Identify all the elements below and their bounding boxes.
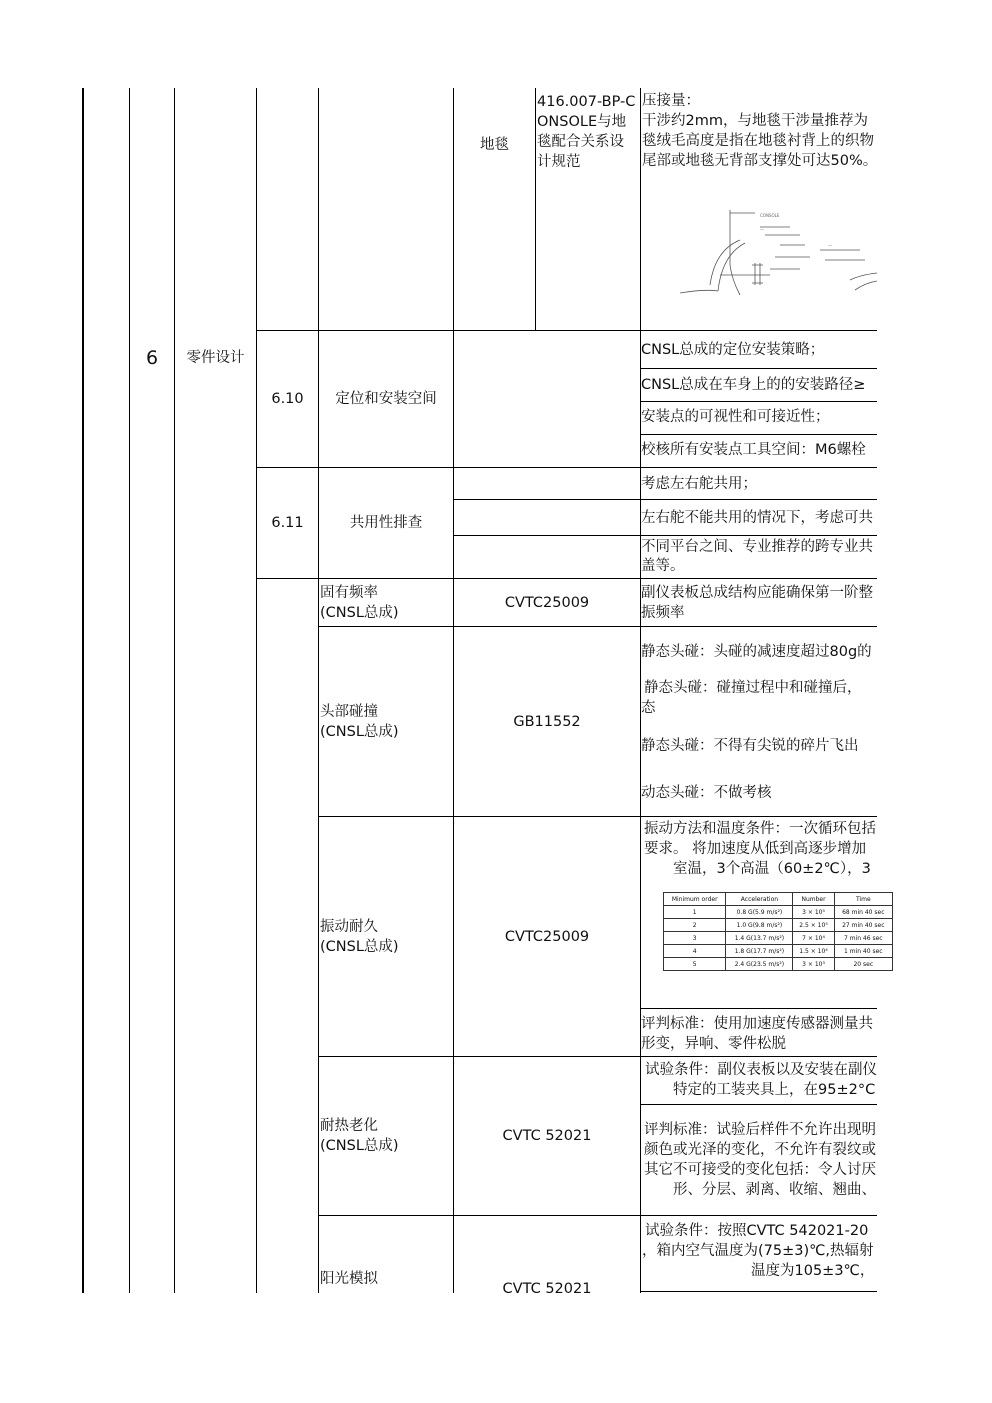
test-standard: CVTC25009 (504, 595, 590, 611)
req-text-carpet (642, 92, 877, 172)
test-eval (641, 1105, 877, 1215)
vib-table-row (664, 958, 893, 971)
row-number-6-11: 6.11 (271, 515, 304, 531)
section-number: 6 (145, 347, 159, 369)
col-line (129, 88, 130, 1293)
test-standard: CVTC25009 (504, 929, 590, 945)
vib-cell: 1 min 40 sec (834, 945, 892, 958)
carpet-drawing-svg (660, 205, 877, 305)
vib-table-row (664, 919, 893, 932)
test-name: (CNSL总成) (320, 1138, 399, 1154)
vib-cell: 2.5 × 10⁵ (793, 919, 834, 932)
vib-cell: 1 (664, 906, 726, 919)
req-line: 副仪表板总成结构应能确保第一阶整 (641, 585, 873, 601)
req-line: 态 (641, 700, 656, 716)
test-req (641, 627, 877, 816)
drawing-label: CONSOLE (760, 213, 780, 218)
test-name: 耐热老化 (320, 1118, 378, 1134)
eval-line: 其它不可接受的变化包括：令人讨厌 (644, 1162, 876, 1178)
test-req (641, 817, 885, 1007)
section-title: 零件设计 (186, 350, 245, 366)
test-row-sun (319, 1216, 877, 1297)
vib-cell: 3 (664, 932, 726, 945)
cond-line: 特定的工装夹具上，在95±2°C (673, 1082, 876, 1098)
col-line (453, 88, 454, 1293)
req-line: 静态头碰：头碰的减速度超过80g的 (641, 644, 872, 660)
test-name: (CNSL总成) (320, 939, 399, 955)
test-eval (641, 1009, 877, 1056)
test-name: 振动耐久 (320, 919, 378, 935)
req-list-6-10 (641, 331, 877, 467)
vib-cell: 2 (664, 919, 726, 932)
test-name: (CNSL总成) (320, 605, 399, 621)
req-line: 左右舵不能共用的情况下，考虑可共 (641, 510, 873, 526)
req-line: 压接量： (642, 93, 700, 109)
eval-line: 形、分层、剥离、收缩、翘曲、 (673, 1182, 876, 1198)
test-standard: CVTC 52021 (502, 1128, 592, 1144)
vib-table-row (664, 932, 893, 945)
eval-line: 评判标准：试验后样件不允许出现明 (644, 1122, 876, 1138)
req-line: CNSL总成在车身上的的安装路径≥ (641, 377, 866, 393)
vib-cell: 3 × 10³ (793, 958, 834, 971)
test-standard: GB11552 (513, 714, 581, 730)
row-title-6-10: 定位和安装空间 (335, 391, 437, 407)
req-line: 不同平台之间、专业推荐的跨专业共 (641, 539, 873, 555)
col-line (174, 88, 175, 1293)
vib-table-row (664, 945, 893, 958)
vib-table-header (664, 893, 893, 906)
vib-cell: 27 min 40 sec (834, 919, 892, 932)
vib-cell: 5 (664, 958, 726, 971)
vib-cell: 0.8 G(5.9 m/s²) (726, 906, 793, 919)
vib-header-cell: Acceleration (726, 893, 793, 906)
req-line: 静态头碰：不得有尖锐的碎片飞出 (641, 738, 859, 754)
req-line: 振频率 (641, 605, 685, 621)
cond-line: 温度为105±3℃， (751, 1263, 875, 1279)
req-line: 毯绒毛高度是指在地毯衬背上的织物 (642, 133, 874, 149)
vib-header-cell: Minimum order (664, 893, 726, 906)
vib-cell: 1.0 G(9.8 m/s²) (726, 919, 793, 932)
col-line (318, 88, 319, 1293)
eval-line: 评判标准：使用加速度传感器测量共 (641, 1016, 873, 1032)
req-line: 要求。 将加速度从低到高逐步增加 (644, 841, 867, 857)
vibration-table (663, 892, 893, 971)
cond-line: 试验条件：按照CVTC 542021-20 (645, 1223, 869, 1239)
vib-cell: 68 min 40 sec (834, 906, 892, 919)
vib-cell: 20 sec (834, 958, 892, 971)
req-line: 干涉约2mm，与地毯干涉量推荐为 (642, 113, 868, 129)
vib-table-row (664, 906, 893, 919)
row-line (256, 578, 877, 579)
req-line: 安装点的可视性和可接近性； (641, 409, 830, 425)
test-condition (641, 1057, 877, 1104)
req-line: 盖等。 (641, 558, 685, 574)
req-line: 室温，3个高温（60±2℃），3 (673, 861, 871, 877)
row-title-6-11: 共用性排查 (349, 515, 423, 531)
vib-header-cell: Number (793, 893, 834, 906)
vib-cell: 2.4 G(23.5 m/s²) (726, 958, 793, 971)
item-name: 地毯 (480, 137, 509, 153)
col-line (256, 88, 257, 1293)
drawing-label: — (828, 243, 832, 248)
cond-line: ，箱内空气温度为(75±3)℃,热辐射 (642, 1243, 874, 1259)
req-line: 尾部或地毯无背部支撑处可达50%。 (642, 153, 878, 169)
test-name: 头部碰撞 (320, 704, 378, 720)
req-line: CNSL总成的定位安装策略； (641, 342, 825, 358)
vib-cell: 1.4 G(13.7 m/s²) (726, 932, 793, 945)
test-req (641, 580, 877, 626)
eval-line: 颜色或光泽的变化，不允许有裂纹或 (644, 1142, 876, 1158)
vib-cell: 3 × 10⁵ (793, 906, 834, 919)
col-line (535, 88, 536, 330)
req-line: 校核所有安装点工具空间：M6螺栓 (641, 442, 866, 458)
eval-line: 形变，异响、零件松脱 (641, 1036, 786, 1052)
req-line: 静态头碰：碰撞过程中和碰撞后， (644, 680, 862, 696)
vib-cell: 7 min 46 sec (834, 932, 892, 945)
left-border (82, 88, 84, 1293)
vib-cell: 1.8 G(17.7 m/s²) (726, 945, 793, 958)
drawing-label: — (760, 227, 764, 232)
row-number-6-10: 6.10 (271, 391, 304, 407)
vib-cell: 4 (664, 945, 726, 958)
test-name: 固有频率 (320, 585, 378, 601)
vib-cell: 7 × 10⁴ (793, 932, 834, 945)
req-line: 考虑左右舵共用； (641, 476, 757, 492)
req-list-6-11 (641, 468, 877, 578)
test-name: (CNSL总成) (320, 724, 399, 740)
vib-header-cell: Time (834, 893, 892, 906)
test-standard: CVTC 52021 (502, 1281, 592, 1297)
spec-reference: 416.007-BP-CONSOLE与地毯配合关系设计规范 (537, 94, 636, 170)
req-line: 动态头碰：不做考核 (641, 785, 772, 801)
vib-cell: 1.5 × 10⁴ (793, 945, 834, 958)
cond-line: 试验条件：副仪表板以及安装在副仪 (645, 1062, 877, 1078)
carpet-section-drawing (660, 205, 877, 305)
req-line: 振动方法和温度条件：一次循环包括 (644, 821, 876, 837)
test-name: 阳光模拟 (320, 1271, 378, 1287)
